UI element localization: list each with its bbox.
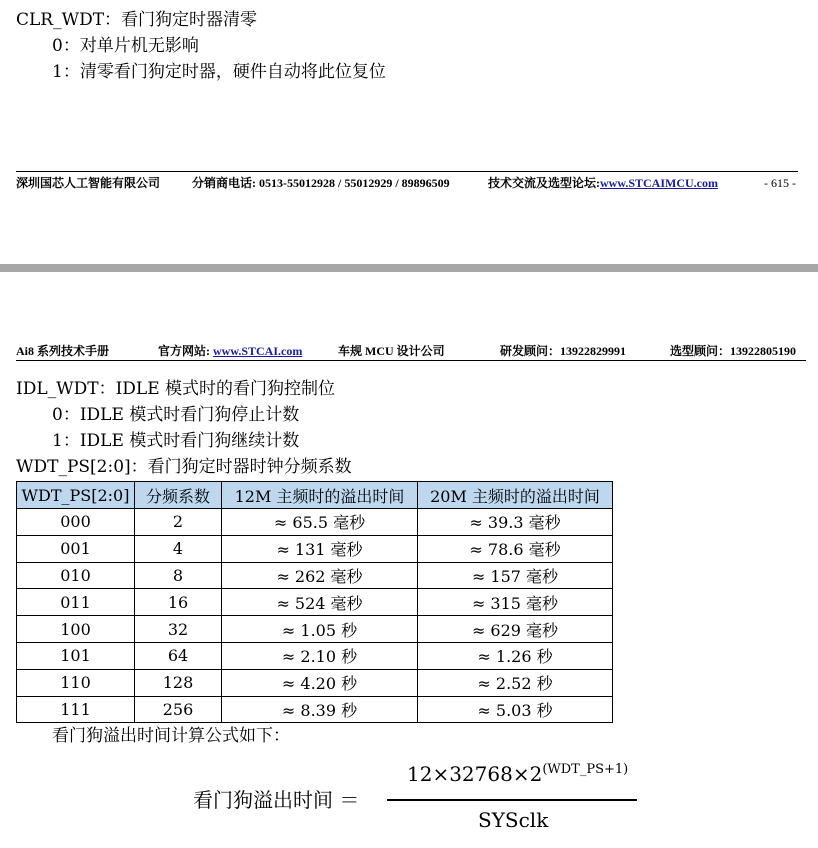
table-cell: 111 (17, 696, 135, 723)
footer-phone: 分销商电话: 0513-55012928 / 55012929 / 89896509 (192, 176, 450, 190)
page-separator (0, 264, 818, 272)
header-sel-advisor: 选型顾问：13922805190 (670, 344, 797, 358)
footer-rule (16, 171, 798, 172)
footer-page-number: - 615 - (764, 176, 796, 190)
table-cell: ≈ 2.52 秒 (418, 669, 613, 696)
clr-wdt-option-0: 0：对单片机无影响 (52, 36, 199, 56)
table-row (17, 562, 613, 589)
table-cell: 64 (135, 642, 222, 669)
table-cell: ≈ 629 毫秒 (418, 616, 613, 643)
header-site (158, 344, 302, 358)
table-cell: ≈ 4.20 秒 (222, 669, 418, 696)
formula-intro: 看门狗溢出时间计算公式如下： (52, 726, 290, 746)
table-header-cell: WDT_PS[2:0] (17, 482, 135, 509)
table-cell: 32 (135, 616, 222, 643)
table-cell: ≈ 39.3 毫秒 (418, 509, 613, 536)
table-cell: 000 (17, 509, 135, 536)
table-row (17, 696, 613, 723)
idl-wdt-option-0: 0：IDLE 模式时看门狗停止计数 (52, 405, 300, 425)
table-cell: 8 (135, 562, 222, 589)
table-row (17, 509, 613, 536)
footer-forum-link[interactable]: www.STCAIMCU.com (600, 176, 718, 190)
formula-exponent: (WDT_PS+1) (542, 762, 629, 777)
clr-wdt-option-1: 1：清零看门狗定时器，硬件自动将此位复位 (52, 62, 386, 82)
table-cell: ≈ 5.03 秒 (418, 696, 613, 723)
table-cell: 4 (135, 535, 222, 562)
table-cell: 010 (17, 562, 135, 589)
idl-wdt-option-1: 1：IDLE 模式时看门狗继续计数 (52, 431, 300, 451)
table-cell: ≈ 157 毫秒 (418, 562, 613, 589)
table-cell: ≈ 524 毫秒 (222, 589, 418, 616)
formula-lhs: 看门狗溢出时间 ＝ (193, 788, 360, 812)
formula-numerator-base: 12×32768×2 (407, 762, 543, 786)
table-cell: 001 (17, 535, 135, 562)
table-header-cell: 12M 主频时的溢出时间 (222, 482, 418, 509)
table-cell: 110 (17, 669, 135, 696)
wdt-ps-table (16, 481, 613, 723)
table-row (17, 535, 613, 562)
header-design: 车规 MCU 设计公司 (338, 344, 445, 358)
header-site-label: 官方网站: (158, 344, 213, 358)
table-row (17, 669, 613, 696)
table-cell: 256 (135, 696, 222, 723)
table-cell: 100 (17, 616, 135, 643)
table-cell: ≈ 1.05 秒 (222, 616, 418, 643)
table-cell: 128 (135, 669, 222, 696)
header-site-link[interactable]: www.STCAI.com (213, 344, 303, 358)
table-header-cell: 20M 主频时的溢出时间 (418, 482, 613, 509)
table-header-row (17, 482, 613, 509)
footer-forum (488, 176, 718, 190)
footer-company: 深圳国芯人工智能有限公司 (16, 176, 161, 190)
idl-wdt-title: IDL_WDT：IDLE 模式时的看门狗控制位 (16, 379, 336, 399)
table-cell: ≈ 2.10 秒 (222, 642, 418, 669)
table-cell: ≈ 1.26 秒 (418, 642, 613, 669)
table-cell: 011 (17, 589, 135, 616)
table-row (17, 589, 613, 616)
table-cell: ≈ 65.5 毫秒 (222, 509, 418, 536)
footer-forum-label: 技术交流及选型论坛: (488, 176, 600, 190)
table-cell: ≈ 8.39 秒 (222, 696, 418, 723)
table-cell: ≈ 315 毫秒 (418, 589, 613, 616)
table-cell: 16 (135, 589, 222, 616)
table-row (17, 616, 613, 643)
clr-wdt-title: CLR_WDT：看门狗定时器清零 (16, 10, 258, 30)
table-cell: 2 (135, 509, 222, 536)
table-cell: ≈ 131 毫秒 (222, 535, 418, 562)
wdt-ps-title: WDT_PS[2:0]：看门狗定时器时钟分频系数 (16, 457, 352, 477)
header-manual: Ai8 系列技术手册 (16, 344, 110, 358)
formula-fraction-bar (387, 799, 637, 801)
header-rd-advisor: 研发顾问：13922829991 (500, 344, 627, 358)
table-cell: ≈ 78.6 毫秒 (418, 535, 613, 562)
table-cell: 101 (17, 642, 135, 669)
table-row (17, 642, 613, 669)
formula-numerator (407, 762, 628, 786)
table-cell: ≈ 262 毫秒 (222, 562, 418, 589)
formula-denominator: SYSclk (478, 808, 549, 832)
header-rule (16, 360, 806, 361)
table-header-cell: 分频系数 (135, 482, 222, 509)
